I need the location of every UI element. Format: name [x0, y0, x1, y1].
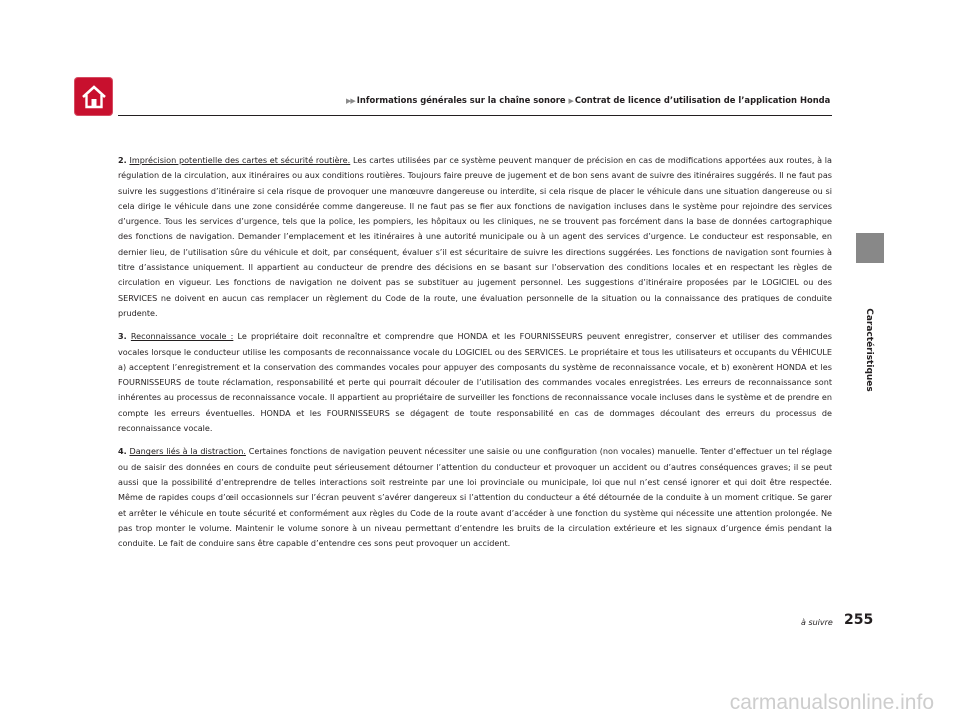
side-tab-label: Caractéristiques [864, 308, 874, 392]
header-divider [118, 115, 832, 116]
breadcrumb-item-audio-info[interactable]: Informations générales sur la chaîne sonore [356, 95, 566, 105]
home-icon [80, 84, 108, 110]
section-2-heading-link[interactable]: Imprécision potentielle des cartes et sécurité routière. [129, 155, 351, 165]
section-2 [118, 153, 832, 321]
section-number: 4. [118, 446, 127, 457]
section-3 [118, 329, 832, 436]
side-tab-marker[interactable] [856, 233, 884, 263]
breadcrumb-item-license[interactable]: Contrat de licence d’utilisation de l’application Honda [574, 95, 831, 105]
section-3-heading-link[interactable]: Reconnaissance vocale : [130, 331, 234, 342]
watermark: carmanualsonline.info [729, 691, 934, 714]
section-2-text: Les cartes utilisées par ce système peuvent manquer de précision en cas de modifications apportées aux routes, à la régulation de la circulation, aux itinéraires ou aux conditions routières. Toujours faire preuve de jugement et de bon sens avant de suivre des itinéraires suggérés. Il ne faut pas suivre les suggestions d’itinéraire si cela risque de provoquer une manœuvre dangereuse ou interdite, si cela risque de placer le véhicule dans une situation dangereuse ou si cela dirige le véhicule dans une zone considérée comme dangereuse. Il ne faut pas se fier aux fonctions de navigation incluses dans le système pour rejoindre des services d’urgence. Tous les services d’urgence, tels que la police, les pompiers, les hôpitaux ou les cliniques, ne se trouvent pas forcément dans la base de données cartographique des fonctions de navigation. Demander l’emplacement et les itinéraires à une autorité municipale ou à un agent des services d’urgence. Le conducteur est responsable, en dernier lieu, de l’utilisation sûre du véhicule et doit, par conséquent, évaluer s’il est sécuritaire de suivre les directions suggérées. Les fonctions de navigation sont fournies à titre d’assistance uniquement. Il appartient au conducteur de prendre des décisions en se basant sur l’observation des conditions locales et en respectant les règles de circulation en vigueur. Les fonctions de navigation ne doivent pas se substituer au jugement personnel. Les suggestions d’itinéraire proposées par le LOGICIEL ou des SERVICES ne doivent en aucun cas remplacer un règlement du Code de la route, une évaluation personnelle de la situation ou la connaissance des pratiques de conduite prudente. [118, 155, 833, 318]
section-number: 3. [118, 331, 127, 342]
home-button[interactable] [74, 77, 113, 116]
double-arrow-icon: ▶▶ [346, 97, 355, 105]
content-body [118, 153, 832, 559]
section-number: 2. [118, 155, 127, 165]
section-4-heading-link[interactable]: Dangers liés à la distraction. [129, 446, 246, 457]
section-4-text: Certaines fonctions de navigation peuvent nécessiter une saisie ou une configuration (non vocales) manuelle. Tenter d’effectuer un tel réglage ou de saisir des données en cours de conduite peut sérieusement détourner l’attention du conducteur et provoquer un accident ou d’autres conséquences graves; il se peut aussi que la possibilité d’entreprendre de telles interactions soit restreinte par une loi provinciale ou municipale, loi que nul n’est censé ignorer et qui doit être respectée. Même de rapides coups d’œil occasionnels sur l’écran peuvent s’avérer dangereux si l’attention du conducteur a été détournée de la conduite à un moment critique. Se garer et arrêter le véhicule en toute sécurité et conformément aux règles du Code de la route avant d’accéder à une fonction du système qui nécessite une attention prolongée. Ne pas trop monter le volume. Maintenir le volume sonore à un niveau permettant d’entendre les bruits de la circulation extérieure et les signaux d’urgence émis pendant la conduite. Le fait de conduire sans être capable d’entendre ces sons peut provoquer un accident. [118, 446, 832, 549]
continue-label: à suivre [801, 618, 833, 627]
arrow-icon: ▶ [568, 97, 573, 105]
breadcrumb [346, 95, 830, 105]
section-3-text: Le propriétaire doit reconnaître et comprendre que HONDA et les FOURNISSEURS peuvent enregistrer, conserver et utiliser des commandes vocales lorsque le conducteur utilise les composants de reconnaissance vocale du LOGICIEL ou des SERVICES. Le propriétaire et tous les utilisateurs et occupants du VÉHICULE a) acceptent l’enregistrement et la conservation des commandes vocales pour appuyer des composants du système de reconnaissance vocale, et b) exonèrent HONDA et les FOURNISSEURS de toute réclamation, responsabilité et perte qui pourrait découler de l’utilisation des commandes vocales enregistrées. Les erreurs de reconnaissance sont inhérentes au processus de reconnaissance vocale. Il appartient au propriétaire de surveiller les fonctions de reconnaissance vocale incluses dans le système et de prendre en compte les erreurs éventuelles. HONDA et les FOURNISSEURS se dégagent de toute responsabilité en cas de dommages découlant des erreurs du processus de reconnaissance vocale. [118, 331, 832, 434]
page-number: 255 [844, 612, 874, 628]
section-4 [118, 444, 832, 551]
